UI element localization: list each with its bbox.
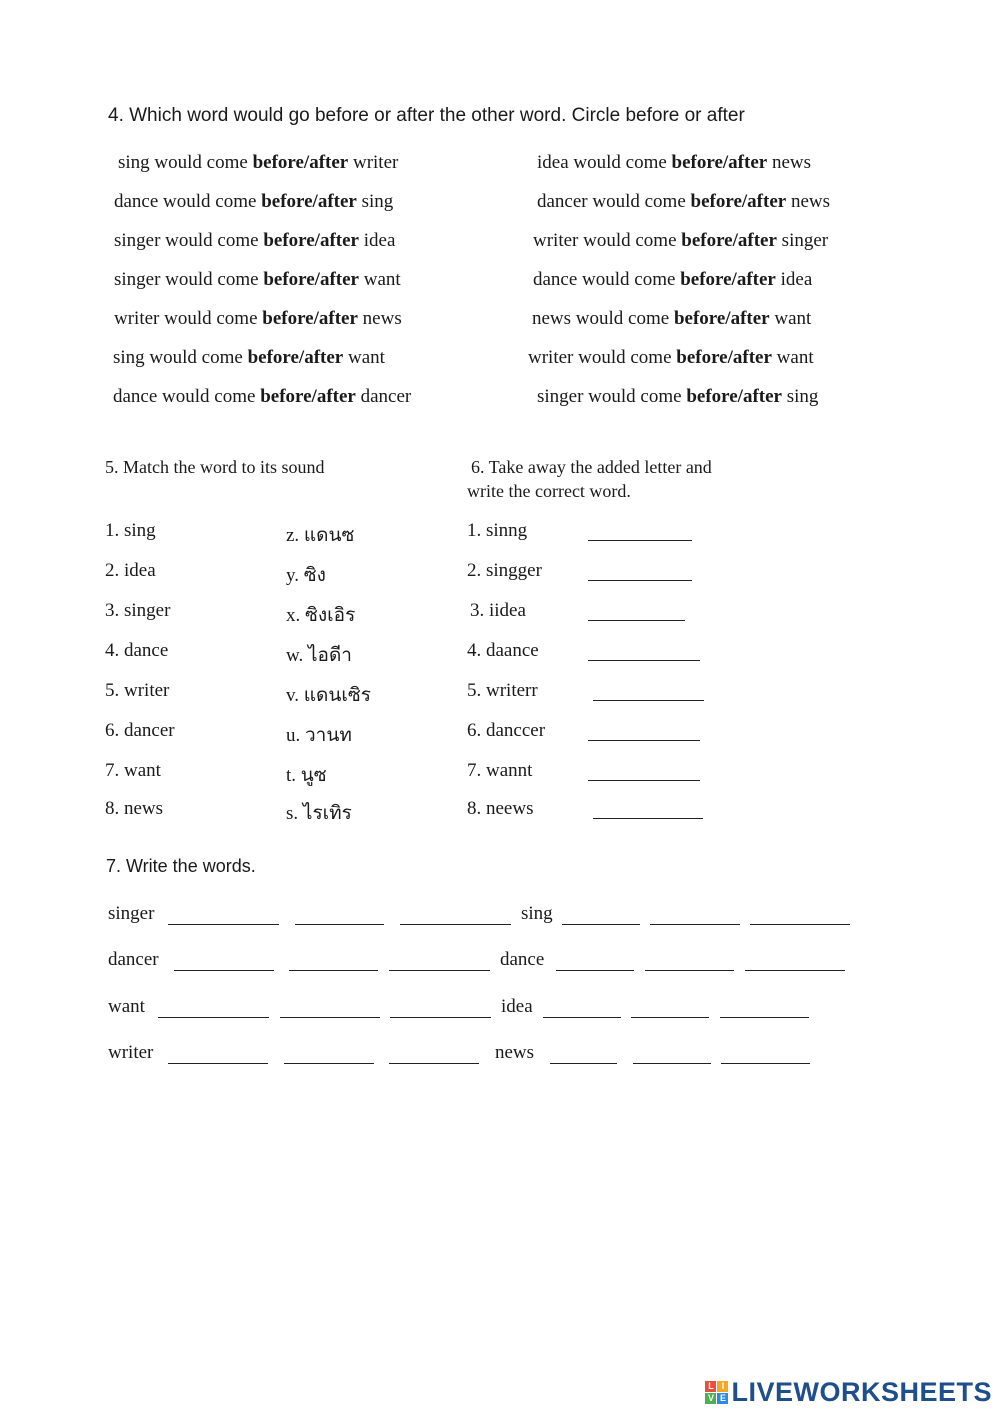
statement-subject: dance would come [114, 191, 257, 212]
misspelled-word: 7. wannt [467, 760, 533, 781]
q4-statement-right [533, 269, 812, 291]
match-sound: v. แดนเซิร [286, 685, 371, 706]
answer-blank[interactable] [593, 818, 703, 819]
answer-blank[interactable] [280, 1017, 380, 1018]
before-after-choice[interactable]: before/after [686, 386, 782, 407]
answer-blank[interactable] [588, 540, 692, 541]
q4-statement-left [118, 152, 398, 174]
write-word: singer [108, 903, 155, 924]
match-word: 4. dance [105, 640, 169, 661]
answer-blank[interactable] [593, 700, 704, 701]
q7-title: 7. Write the words. [106, 856, 256, 876]
before-after-choice[interactable]: before/after [680, 269, 776, 290]
statement-subject: dance would come [533, 269, 676, 290]
statement-object: want [363, 269, 401, 290]
answer-blank[interactable] [400, 924, 511, 925]
answer-blank[interactable] [389, 970, 490, 971]
q4-statement-right [537, 386, 818, 408]
answer-blank[interactable] [745, 970, 845, 971]
statement-object: want [774, 308, 812, 329]
match-word: 6. dancer [105, 720, 175, 741]
q4-statement-left [114, 269, 401, 291]
match-sound: u. วานท [286, 725, 352, 746]
answer-blank[interactable] [168, 924, 279, 925]
q5-title: 5. Match the word to its sound [105, 457, 325, 477]
answer-blank[interactable] [556, 970, 634, 971]
match-word: 8. news [105, 798, 164, 819]
misspelled-word: 3. iidea [470, 600, 526, 621]
q4-statement-right [537, 152, 811, 174]
answer-blank[interactable] [588, 620, 685, 621]
misspelled-word: 2. singger [467, 560, 542, 581]
answer-blank[interactable] [721, 1063, 810, 1064]
statement-object: idea [780, 269, 813, 290]
write-word: news [495, 1042, 535, 1063]
before-after-choice[interactable]: before/after [681, 230, 777, 251]
before-after-choice[interactable]: before/after [262, 308, 358, 329]
q4-statement-left [114, 308, 402, 330]
answer-blank[interactable] [284, 1063, 374, 1064]
before-after-choice[interactable]: before/after [676, 347, 772, 368]
answer-blank[interactable] [289, 970, 378, 971]
statement-subject: singer would come [114, 230, 259, 251]
answer-blank[interactable] [750, 924, 850, 925]
statement-object: sing [786, 386, 819, 407]
logo-letter: V [705, 1393, 716, 1404]
answer-blank[interactable] [158, 1017, 269, 1018]
liveworksheets-logo [705, 1377, 992, 1407]
statement-subject: writer would come [114, 308, 258, 329]
statement-object: sing [361, 191, 394, 212]
answer-blank[interactable] [720, 1017, 809, 1018]
answer-blank[interactable] [390, 1017, 491, 1018]
statement-subject: dancer would come [537, 191, 686, 212]
before-after-choice[interactable]: before/after [673, 308, 770, 329]
answer-blank[interactable] [645, 970, 734, 971]
before-after-choice[interactable]: before/after [263, 230, 359, 251]
answer-blank[interactable] [562, 924, 640, 925]
logo-letter: E [717, 1393, 728, 1404]
misspelled-word: 5. writerr [467, 680, 538, 701]
misspelled-word: 4. daance [467, 640, 539, 661]
answer-blank[interactable] [389, 1063, 479, 1064]
logo-letter: L [705, 1381, 716, 1392]
match-sound: s. ไรเทิร [286, 803, 352, 824]
answer-blank[interactable] [633, 1063, 711, 1064]
statement-object: want [776, 347, 814, 368]
logo-mark-icon [705, 1381, 728, 1404]
answer-blank[interactable] [631, 1017, 709, 1018]
q4-statement-left [114, 230, 395, 252]
misspelled-word: 1. sinng [467, 520, 528, 541]
statement-subject: idea would come [537, 152, 667, 173]
logo-text: LIVEWORKSHEETS [731, 1376, 992, 1407]
q4-statement-left [113, 386, 411, 408]
statement-subject: sing would come [118, 152, 248, 173]
answer-blank[interactable] [543, 1017, 621, 1018]
statement-subject: sing would come [113, 347, 243, 368]
statement-object: dancer [360, 386, 412, 407]
answer-blank[interactable] [295, 924, 384, 925]
answer-blank[interactable] [588, 780, 700, 781]
before-after-choice[interactable]: before/after [690, 191, 787, 212]
statement-object: want [347, 347, 385, 368]
q4-statement-right [532, 308, 811, 330]
before-after-choice[interactable]: before/after [247, 347, 344, 368]
before-after-choice[interactable]: before/after [252, 152, 349, 173]
match-word: 3. singer [105, 600, 171, 621]
statement-subject: news would come [532, 308, 670, 329]
match-word: 5. writer [105, 680, 170, 701]
q4-statement-right [533, 230, 828, 252]
write-word: sing [521, 903, 553, 924]
q4-statement-left [113, 347, 385, 369]
answer-blank[interactable] [174, 970, 274, 971]
statement-object: news [771, 152, 812, 173]
misspelled-word: 6. danccer [467, 720, 546, 741]
write-word: writer [108, 1042, 154, 1063]
match-word: 7. want [105, 760, 161, 781]
statement-object: writer [352, 152, 399, 173]
write-word: dance [500, 949, 545, 970]
answer-blank[interactable] [588, 740, 700, 741]
misspelled-word: 8. neews [467, 798, 534, 819]
q4-title: 4. Which word would go before or after the other word. Circle before or after [108, 105, 745, 126]
statement-subject: dance would come [113, 386, 256, 407]
match-sound: y. ซิง [286, 565, 326, 586]
match-sound: x. ซิงเอิร [286, 605, 356, 626]
answer-blank[interactable] [650, 924, 740, 925]
match-sound: w. ไอดีา [286, 645, 352, 666]
write-word: want [108, 996, 145, 1017]
write-word: dancer [108, 949, 159, 970]
answer-blank[interactable] [588, 580, 692, 581]
statement-object: news [362, 308, 402, 329]
statement-object: singer [781, 230, 829, 251]
statement-subject: singer would come [537, 386, 682, 407]
before-after-choice[interactable]: before/after [263, 269, 359, 290]
match-word: 1. sing [105, 520, 156, 541]
before-after-choice[interactable]: before/after [671, 152, 768, 173]
statement-subject: writer would come [528, 347, 672, 368]
match-word: 2. idea [105, 560, 156, 581]
match-sound: z. แดนซ [286, 525, 355, 546]
answer-blank[interactable] [550, 1063, 617, 1064]
q6-title-line1: 6. Take away the added letter and [471, 457, 712, 477]
before-after-choice[interactable]: before/after [261, 191, 357, 212]
statement-subject: writer would come [533, 230, 677, 251]
q4-statement-right [537, 191, 830, 213]
statement-subject: singer would come [114, 269, 259, 290]
match-sound: t. นูซ [286, 765, 327, 786]
write-word: idea [501, 996, 533, 1017]
q4-statement-right [528, 347, 814, 369]
logo-letter: I [717, 1381, 728, 1392]
before-after-choice[interactable]: before/after [260, 386, 356, 407]
answer-blank[interactable] [168, 1063, 268, 1064]
statement-object: news [790, 191, 830, 212]
q4-statement-left [114, 191, 393, 213]
answer-blank[interactable] [588, 660, 700, 661]
statement-object: idea [363, 230, 396, 251]
q6-title-line2: write the correct word. [467, 481, 631, 501]
